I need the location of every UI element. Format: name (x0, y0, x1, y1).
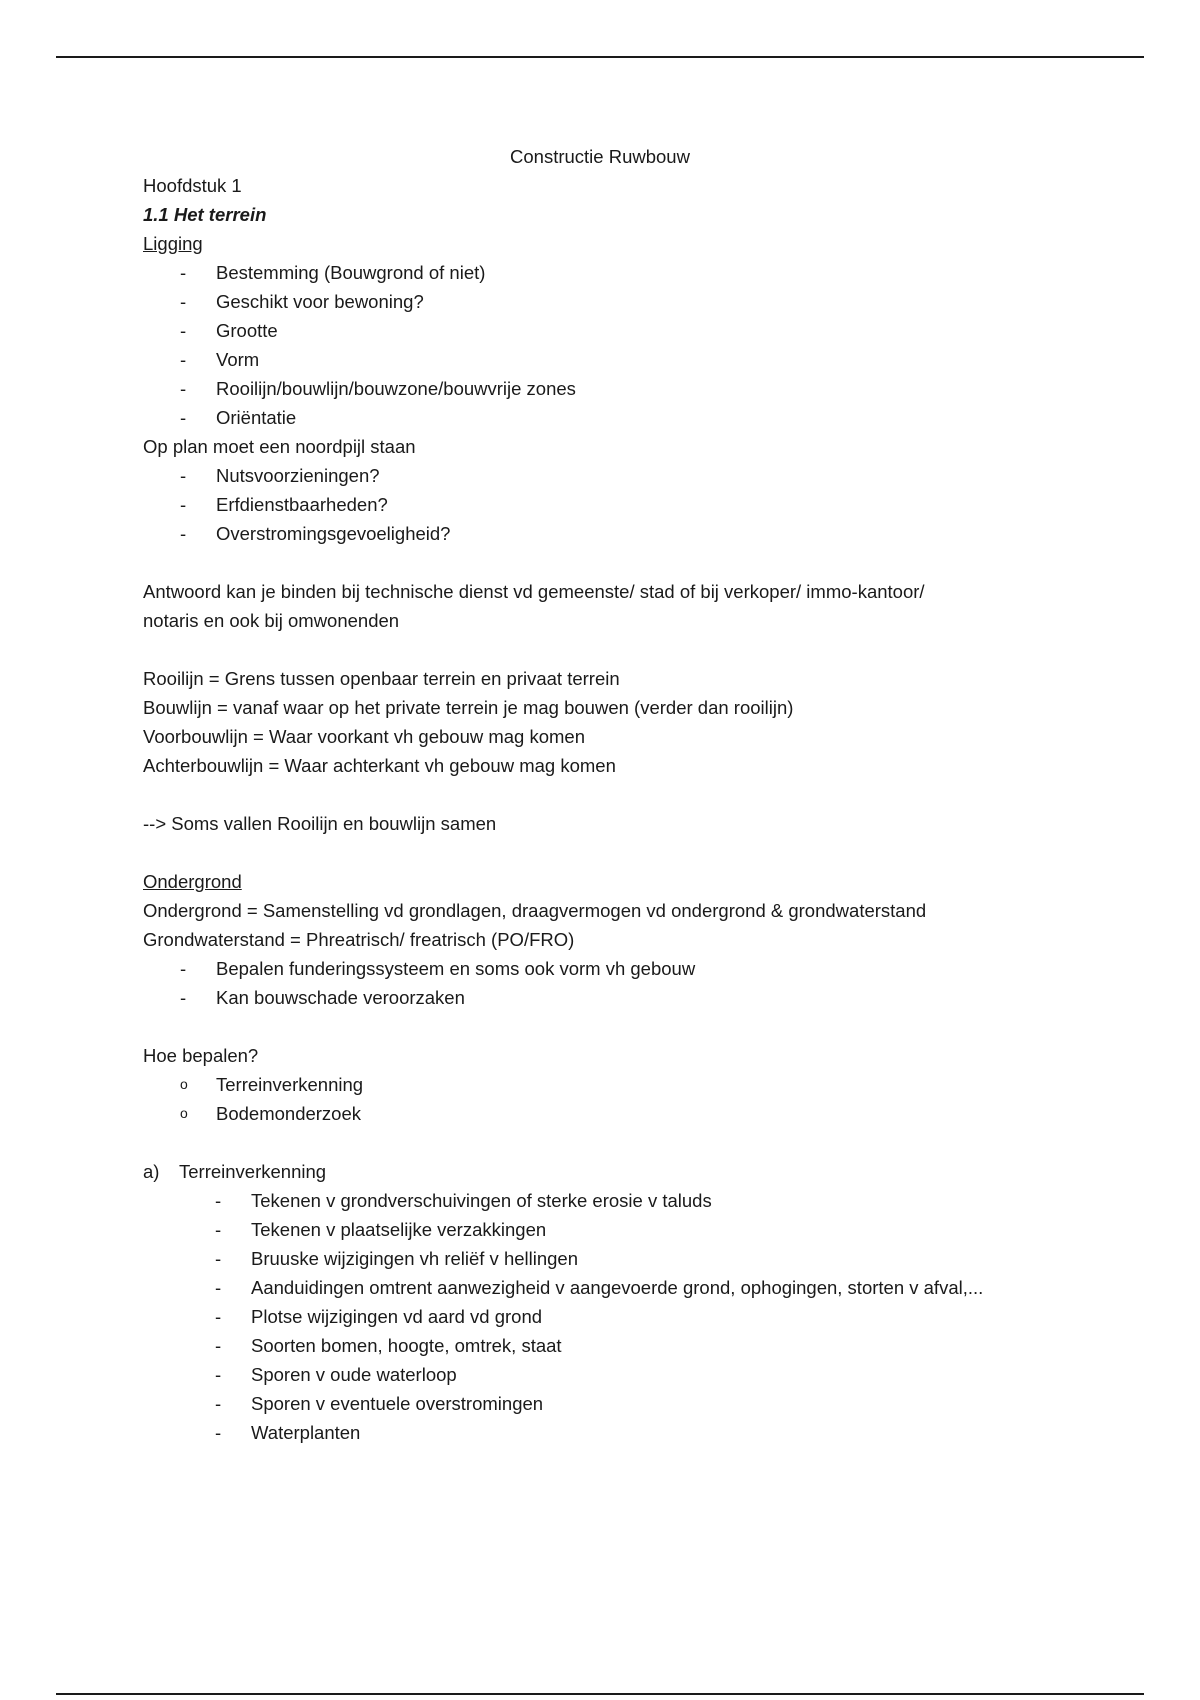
spacer (143, 838, 1143, 867)
ligging-note: Op plan moet een noordpijl staan (143, 436, 416, 457)
dash-bullet: - (180, 378, 187, 399)
list-item: - Sporen v eventuele overstromingen (143, 1389, 1143, 1418)
list-item: - Bruuske wijzigingen vh reliëf v hellingen (143, 1244, 1143, 1273)
section-heading: 1.1 Het terrein (143, 204, 267, 225)
list-item: - Sporen v oude waterloop (143, 1360, 1143, 1389)
circle-bullet-icon: o (180, 1076, 188, 1092)
determine-question: Hoe bepalen? (143, 1045, 259, 1066)
dash-bullet: - (215, 1219, 222, 1240)
footer-rule (56, 1693, 1144, 1695)
dash-bullet: - (215, 1277, 222, 1298)
spacer (143, 1012, 1143, 1041)
dash-bullet: - (180, 523, 187, 544)
list-item: - Tekenen v grondverschuivingen of sterke erosie v taluds (143, 1186, 1143, 1215)
dash-bullet: - (180, 320, 187, 341)
list-item: o Bodemonderzoek (143, 1099, 1143, 1128)
list-item: - Vorm (143, 345, 1143, 374)
spacer (143, 548, 1143, 577)
dash-bullet: - (180, 407, 187, 428)
verkenning-heading: a) Terreinverkenning (143, 1157, 1143, 1186)
list-item: - Nutsvoorzieningen? (143, 461, 1143, 490)
chapter-heading: Hoofdstuk 1 (143, 175, 242, 196)
definition-bouwlijn: Bouwlijn = vanaf waar op het private terrein je mag bouwen (verder dan rooilijn) (143, 697, 794, 718)
answer-line-2: notaris en ook bij omwonenden (143, 610, 400, 631)
dash-bullet: - (180, 291, 187, 312)
dash-bullet: - (215, 1335, 222, 1356)
dash-bullet: - (215, 1393, 222, 1414)
dash-bullet: - (215, 1306, 222, 1327)
header-rule (56, 56, 1144, 58)
dash-bullet: - (180, 987, 187, 1008)
circle-bullet-icon: o (180, 1105, 188, 1121)
list-item: - Grootte (143, 316, 1143, 345)
list-item: - Plotse wijzigingen vd aard vd grond (143, 1302, 1143, 1331)
definition-achterbouwlijn: Achterbouwlijn = Waar achterkant vh gebouw mag komen (143, 755, 616, 776)
definition-rooilijn: Rooilijn = Grens tussen openbaar terrein en privaat terrein (143, 668, 620, 689)
list-label: a) (143, 1161, 160, 1182)
arrow-note: --> Soms vallen Rooilijn en bouwlijn samen (143, 813, 497, 834)
definition-voorbouwlijn: Voorbouwlijn = Waar voorkant vh gebouw mag komen (143, 726, 586, 747)
dash-bullet: - (180, 262, 187, 283)
ondergrond-definition: Ondergrond = Samenstelling vd grondlagen, draagvermogen vd ondergrond & grondwaterstand (143, 900, 927, 921)
list-item: o Terreinverkenning (143, 1070, 1143, 1099)
grondwaterstand-definition: Grondwaterstand = Phreatrisch/ freatrisch (PO/FRO) (143, 929, 575, 950)
spacer (143, 1128, 1143, 1157)
dash-bullet: - (215, 1422, 222, 1443)
dash-bullet: - (215, 1364, 222, 1385)
dash-bullet: - (180, 465, 187, 486)
list-item: - Aanduidingen omtrent aanwezigheid v aangevoerde grond, ophogingen, storten v afval,... (143, 1273, 1143, 1302)
list-item: - Oriëntatie (143, 403, 1143, 432)
list-item: - Overstromingsgevoeligheid? (143, 519, 1143, 548)
spacer (143, 780, 1143, 809)
list-item: - Soorten bomen, hoogte, omtrek, staat (143, 1331, 1143, 1360)
ondergrond-heading: Ondergrond (143, 871, 242, 892)
list-item: - Rooilijn/bouwlijn/bouwzone/bouwvrije zones (143, 374, 1143, 403)
dash-bullet: - (180, 958, 187, 979)
list-item: - Waterplanten (143, 1418, 1143, 1447)
list-item: - Bepalen funderingssysteem en soms ook vorm vh gebouw (143, 954, 1143, 983)
dash-bullet: - (215, 1248, 222, 1269)
spacer (143, 635, 1143, 664)
document-body (143, 142, 1143, 1447)
dash-bullet: - (180, 349, 187, 370)
list-item: - Geschikt voor bewoning? (143, 287, 1143, 316)
list-item: - Bestemming (Bouwgrond of niet) (143, 258, 1143, 287)
dash-bullet: - (180, 494, 187, 515)
list-item: - Kan bouwschade veroorzaken (143, 983, 1143, 1012)
dash-bullet: - (215, 1190, 222, 1211)
document-title: Constructie Ruwbouw (510, 146, 690, 167)
ligging-heading: Ligging (143, 233, 203, 254)
list-item: - Erfdienstbaarheden? (143, 490, 1143, 519)
list-item: - Tekenen v plaatselijke verzakkingen (143, 1215, 1143, 1244)
answer-line-1: Antwoord kan je binden bij technische dienst vd gemeenste/ stad of bij verkoper/ immo-kantoor/ (143, 581, 925, 602)
